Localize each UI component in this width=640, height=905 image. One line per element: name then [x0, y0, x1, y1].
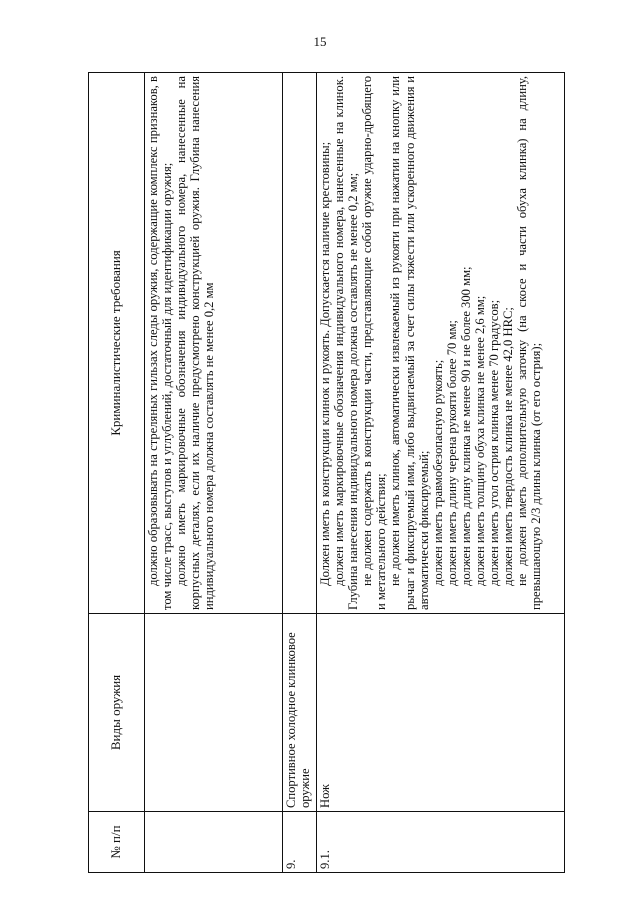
requirement-paragraph: должно иметь маркировочные обозначения индивидуального номера, нанесенные на корпусных деталях, если их наличие предусмотрено конструкцией оружия. Глубина нанесения индивидуального номера должна составлять не менее 0,2 мм: [174, 76, 217, 610]
requirement-paragraph: должен иметь твердость клинка не менее 42,0 HRC;: [501, 307, 516, 586]
section-number: 9.: [283, 812, 317, 873]
requirement-paragraph: должен иметь угол острия клинка менее 70 градусов;: [487, 299, 502, 586]
requirement-paragraph: должен иметь толщину обуха клинка не менее 2,6 мм;: [473, 295, 488, 586]
requirement-paragraph: должен иметь маркировочные обозначения индивидуального номера, нанесенные на клинок. Глубина нанесения индивидуального номера должна составлять не менее 0,2 мм;: [332, 76, 361, 610]
header-weapon-type: Виды оружия: [89, 614, 145, 812]
cell-empty-section-req: [283, 73, 317, 614]
item-number: 9.1.: [317, 812, 565, 873]
cell-empty-type: [145, 614, 283, 812]
header-requirements: Криминалистические требования: [89, 73, 145, 614]
table-row-item: [317, 73, 565, 873]
table-row-section: [283, 73, 317, 873]
requirement-paragraph: должен иметь травмобезопасную рукоять;: [430, 359, 445, 586]
section-title: Спортивное холодное клинковое оружие: [283, 614, 317, 812]
requirement-paragraph: Должен иметь в конструкции клинок и рукоять. Допускается наличие крестовины;: [318, 141, 332, 586]
table-header-row: [89, 73, 145, 873]
requirement-paragraph: не должен иметь клинок, автоматически извлекаемый из рукояти при нажатии на кнопку или рычаг и фиксируемый ими, либо выдвигаемый за счет силы тяжести или ускоренного движения и автоматически фиксируемый;: [388, 76, 431, 610]
requirement-paragraph: не должен содержать в конструкции части, представляющие собой оружие ударно-дробящего и метательного действия;: [360, 76, 389, 610]
cell-continued-requirements: [145, 73, 283, 614]
requirement-paragraph: должно образовывать на стреляных гильзах следы оружия, содержащие комплекс признаков, в том числе трасс, выступов и углублений, достаточный для идентификации оружия;: [146, 76, 175, 610]
cell-empty-num: [145, 812, 283, 873]
cell-item-requirements: [317, 73, 565, 614]
requirement-paragraph: не должен иметь дополнительную заточку (на скосе и части обуха клинка) на длину, превышающую 2/3 длины клинка (от его острия);: [515, 76, 544, 610]
table-row-continued: [145, 73, 283, 873]
requirements-table: [88, 72, 565, 873]
header-num: № п/п: [89, 812, 145, 873]
page-number: 15: [313, 34, 327, 49]
requirement-paragraph: должен иметь длину клинка не менее 90 и не более 300 мм;: [458, 266, 473, 586]
requirement-paragraph: должен иметь длину черена рукояти более 70 мм;: [444, 320, 459, 586]
item-title: Нож: [317, 614, 565, 812]
rotated-table-container: [88, 73, 565, 873]
